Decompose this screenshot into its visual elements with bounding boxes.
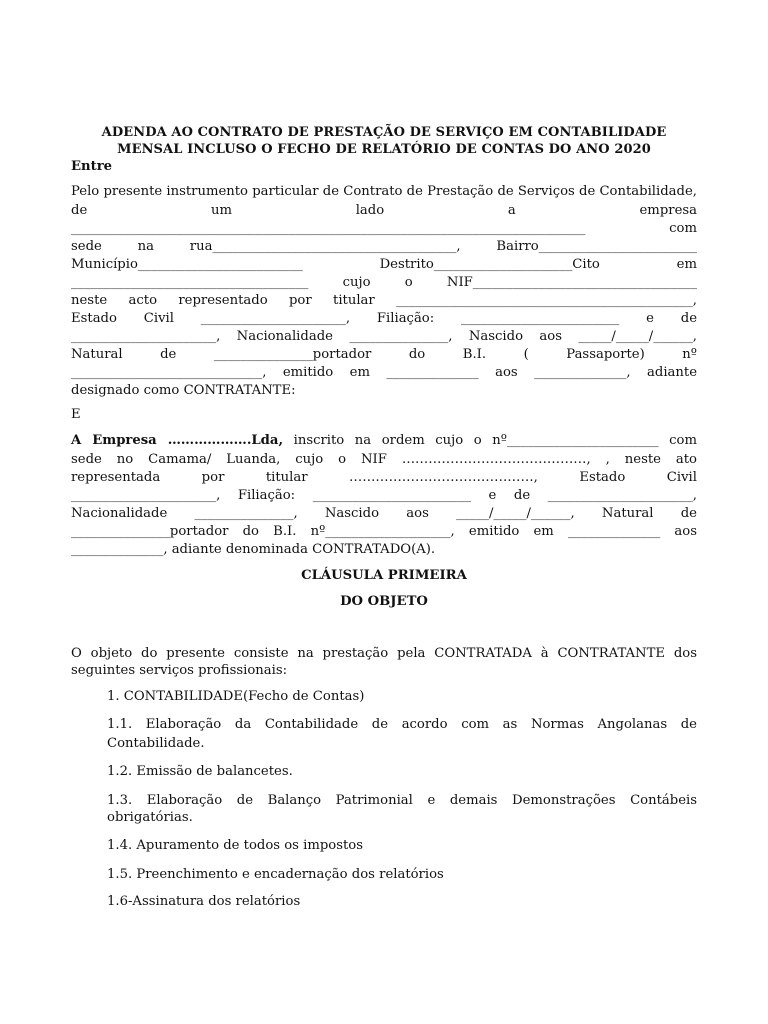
document-title-line-2: MENSAL INCLUSO O FECHO DE RELATÓRIO DE CONTAS DO ANO 2020 <box>117 142 651 157</box>
list-item: 1. CONTABILIDADE(Fecho de Contas) <box>107 689 365 704</box>
clause-subheading: DO OBJETO <box>340 594 428 609</box>
list-item: Contabilidade. <box>107 736 205 751</box>
entre-label: Entre <box>71 159 113 174</box>
list-item: 1.5. Preenchimento e encadernação dos relatórios <box>107 867 444 882</box>
paragraph-line: de um lado a empresa <box>71 203 697 218</box>
clause-heading: CLÁUSULA PRIMEIRA <box>301 568 467 583</box>
paragraph-line: Natural de _______________portador do B.I. ( Passaporte) nº <box>71 347 697 362</box>
list-item: obrigatórias. <box>107 810 193 825</box>
paragraph-line: sede na rua_____________________________________, Bairro________________________ <box>71 239 697 254</box>
list-item: 1.1. Elaboração da Contabilidade de acordo com as Normas Angolanas de <box>107 717 697 732</box>
list-item: 1.3. Elaboração de Balanço Patrimonial e demais Demonstrações Contábeis <box>107 793 697 808</box>
and-label: E <box>71 407 81 422</box>
paragraph-line: neste acto representado por titular _____________________________________________, <box>71 293 697 308</box>
paragraph-line: _____________________________, emitido em ______________ aos ______________, adiante <box>71 365 697 380</box>
paragraph-line: Nacionalidade _______________, Nascido aos _____/_____/______, Natural de <box>71 506 697 521</box>
company-name: A Empresa ……………….Lda, <box>71 433 284 448</box>
paragraph-line: sede no Camama/ Luanda, cujo o NIF ……………………………………, , neste ato <box>71 452 697 467</box>
paragraph-line: ______________________, Nacionalidade _______________, Nascido aos _____/_____/______, <box>71 329 697 344</box>
paragraph-line: Pelo presente instrumento particular de Contrato de Prestação de Serviços de Contabilidade, <box>71 184 697 199</box>
paragraph-line: Estado Civil ______________________, Filiação: ________________________ e de <box>71 311 697 326</box>
party2-first-line <box>71 432 697 450</box>
paragraph-line: designado como CONTRATANTE: <box>71 383 296 398</box>
paragraph-line: _______________portador do B.I. nº___________________, emitido em ______________ aos <box>71 524 697 539</box>
paragraph-line: ______________________________________________________________________________ com <box>71 221 697 236</box>
list-item: 1.6-Assinatura dos relatórios <box>107 894 301 909</box>
list-item: 1.2. Emissão de balancetes. <box>107 764 293 779</box>
paragraph-line: ______________________, Filiação: ________________________ e de ______________________, <box>71 488 697 503</box>
paragraph-line: ______________, adiante denominada CONTRATADO(A). <box>71 542 436 557</box>
paragraph-line: seguintes serviços profissionais: <box>71 663 288 678</box>
paragraph-line: representada por titular ……………………………………, Estado Civil <box>71 470 697 485</box>
paragraph-line: O objeto do presente consiste na prestação pela CONTRATADA à CONTRATANTE dos <box>71 646 697 661</box>
paragraph-line: ____________________________________ cujo o NIF__________________________________ <box>71 275 697 290</box>
paragraph-line: Município_________________________ Destrito_____________________Cito em <box>71 257 697 272</box>
party2-line-text: inscrito na ordem cujo o nº_______________________ com <box>283 433 697 448</box>
list-item: 1.4. Apuramento de todos os impostos <box>107 838 364 853</box>
document-title-line-1: ADENDA AO CONTRATO DE PRESTAÇÃO DE SERVIÇO EM CONTABILIDADE <box>101 125 667 140</box>
